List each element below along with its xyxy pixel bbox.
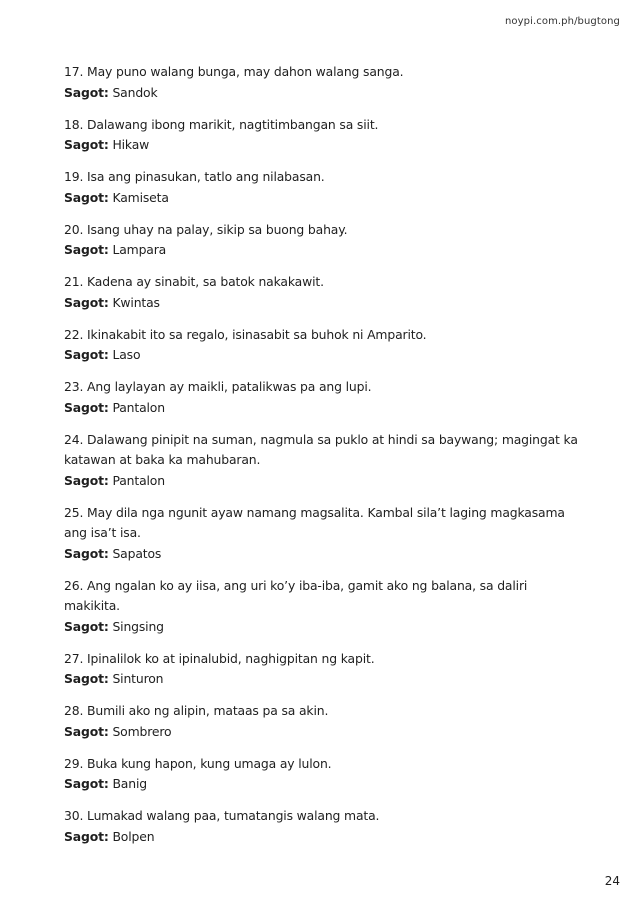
answer-text: Kamiseta [112,189,169,205]
answer-label: Sagot: [64,545,109,561]
answer-label: Sagot: [64,776,109,791]
riddle-question: 19. Isa ang pinasukan, tatlo ang nilabasan. [64,169,325,184]
riddle-question: 18. Dalawang ibong marikit, nagtitimbangan sa siit. [64,116,379,132]
riddle-item [64,115,584,156]
answer-label: Sagot: [64,671,109,686]
answer-label: Sagot: [64,137,109,152]
riddle-answer [64,293,584,314]
riddle-answer [64,774,584,795]
riddle-item [64,62,584,103]
riddle-item [64,220,584,261]
answer-label: Sagot: [64,347,109,362]
riddle-question: 28. Bumili ako ng alipin, mataas pa sa akin. [64,703,329,718]
answer-label: Sagot: [64,472,109,488]
answer-text: Banig [112,776,147,791]
riddle-answer [64,471,584,492]
riddle-question: 29. Buka kung hapon, kung umaga ay lulon. [64,755,332,771]
riddle-answer [64,83,584,104]
riddle-question: 20. Isang uhay na palay, sikip sa buong bahay. [64,221,348,237]
riddle-answer [64,544,584,565]
riddle-answer [64,135,584,156]
riddle-answer [64,240,584,261]
riddle-item [64,325,584,366]
riddle-item [64,649,584,690]
riddle-question: 26. Ang ngalan ko ay iisa, ang uri ko’y iba-iba, gamit ako ng balana, sa daliri makikita. [64,577,528,613]
answer-text: Laso [112,347,141,362]
riddle-answer [64,345,584,366]
answer-text: Hikaw [112,137,150,152]
riddle-answer [64,669,584,690]
riddle-answer [64,722,584,743]
answer-label: Sagot: [64,84,109,100]
riddle-item [64,576,584,638]
answer-label: Sagot: [64,189,109,205]
riddle-item [64,430,584,492]
riddle-item [64,701,584,742]
riddle-question: 24. Dalawang pinipit na suman, nagmula sa puklo at hindi sa baywang; magingat ka katawan at baka ka mahubaran. [64,431,578,467]
answer-text: Sapatos [112,545,162,561]
answer-text: Sinturon [112,671,164,686]
riddle-item [64,806,584,847]
answer-label: Sagot: [64,723,109,739]
answer-label: Sagot: [64,242,109,257]
answer-text: Lampara [112,242,167,257]
riddle-item [64,754,584,795]
answer-text: Sandok [112,84,158,100]
riddle-answer [64,398,584,419]
riddle-answer [64,617,584,638]
riddle-question: 27. Ipinalilok ko at ipinalubid, naghigpitan ng kapit. [64,650,375,666]
answer-text: Pantalon [112,472,165,488]
page-number: 24 [604,874,620,888]
riddle-answer [64,827,584,848]
riddle-item [64,167,584,208]
riddle-question: 21. Kadena ay sinabit, sa batok nakakawit. [64,274,324,289]
riddle-item [64,272,584,313]
answer-text: Pantalon [112,399,165,415]
riddle-item [64,503,584,565]
answer-label: Sagot: [64,618,109,634]
source-url: noypi.com.ph/bugtong [504,16,620,27]
answer-text: Kwintas [112,294,160,310]
riddle-question: 17. May puno walang bunga, may dahon walang sanga. [64,64,404,79]
answer-label: Sagot: [64,828,109,844]
riddle-list [64,62,584,859]
answer-text: Singsing [112,618,164,634]
answer-label: Sagot: [64,294,109,310]
riddle-answer [64,188,584,209]
riddle-question: 30. Lumakad walang paa, tumatangis walang mata. [64,808,380,823]
riddle-question: 23. Ang laylayan ay maikli, patalikwas pa ang lupi. [64,379,372,394]
answer-text: Bolpen [112,828,155,844]
riddle-question: 22. Ikinakabit ito sa regalo, isinasabit sa buhok ni Amparito. [64,326,427,342]
answer-text: Sombrero [112,723,172,739]
riddle-question: 25. May dila nga ngunit ayaw namang magsalita. Kambal sila’t laging magkasama ang isa’t isa. [64,504,565,540]
answer-label: Sagot: [64,399,109,415]
riddle-item [64,377,584,418]
